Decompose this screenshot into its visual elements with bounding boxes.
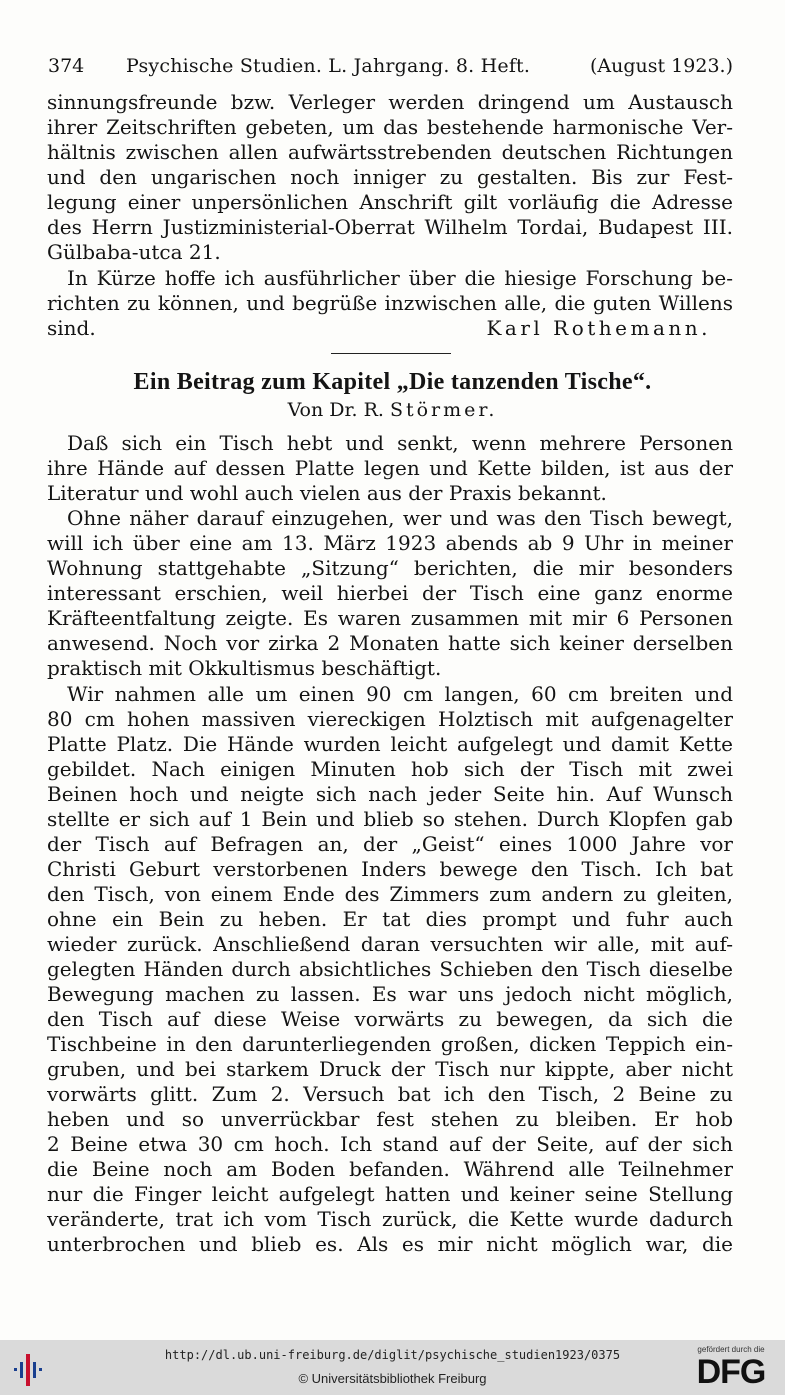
text-line: Bewegung machen zu lassen. Es war uns jedoch nicht möglich, [47,982,733,1006]
text-line: Beinen hoch und neigte sich nach jeder Seite hin. Auf Wunsch [47,782,733,806]
text-line: will ich über eine am 13. März 1923 abends ab 9 Uhr in meiner [47,531,733,555]
text-line: interessant erschien, weil hierbei der Tisch eine ganz enorme [47,581,733,605]
text-line: unterbrochen und blieb es. Als es mir nicht möglich war, die [47,1232,733,1256]
text-line: die Beine noch am Boden befanden. Während alle Teilnehmer [47,1157,733,1181]
running-title: Psychische Studien. L. Jahrgang. 8. Heft. [126,55,531,77]
text-line: sind. [47,316,96,340]
copyright-notice: © Universitätsbibliothek Freiburg [298,1371,487,1386]
closing-paragraph [47,266,733,341]
text-line: legung einer unpersönlichen Anschrift gilt vorläufig die Adresse [47,190,733,214]
text-line: Gülbaba-utca 21. [47,240,221,264]
section-divider [331,353,451,354]
text-line: gelegten Händen durch absichtliches Schieben den Tisch dieselbe [47,957,733,981]
text-line: stellte er sich auf 1 Bein und blieb so stehen. Durch Klopfen gab [47,807,733,831]
text-line: Wohnung stattgehabte „Sitzung“ berichten, die mir besonders [47,556,733,580]
text-line: Tischbeine in den darunterliegenden großen, dicken Teppich ein- [47,1032,733,1056]
text-line: den Tisch, von einem Ende des Zimmers zum andern zu gleiten, [47,882,733,906]
text-line: nur die Finger leicht aufgelegt hatten und keiner seine Stellung [47,1182,733,1206]
body-paragraph-2 [47,506,733,681]
text-line: hältnis zwischen allen aufwärtsstrebenden deutschen Richtungen [47,140,733,164]
text-line: heben und so unverrückbar fest stehen zu bleiben. Er hob [47,1107,733,1131]
text-line: Ohne näher darauf einzugehen, wer und was den Tisch bewegt, [67,506,733,530]
byline-author: Störmer. [389,399,498,421]
article-title: Ein Beitrag zum Kapitel „Die tanzenden Tische“. [133,369,652,395]
text-line: In Kürze hoffe ich ausführlicher über die hiesige Forschung be- [67,266,733,290]
text-line: Literatur und wohl auch vielen aus der Praxis bekannt. [47,481,607,505]
signature-line [47,316,733,341]
text-line: und den ungarischen noch inniger zu gestalten. Bis zur Fest- [47,165,733,189]
text-line: vorwärts glitt. Zum 2. Versuch bat ich den Tisch, 2 Beine zu [47,1082,733,1106]
text-line: ohne ein Bein zu heben. Er tat dies prompt und fuhr auch [47,907,733,931]
dfg-caption: gefördert durch die [697,1345,765,1354]
intro-paragraph [47,90,733,265]
text-line: gruben, und bei starkem Druck der Tisch nur kippte, aber nicht [47,1057,733,1081]
text-line: 2 Beine etwa 30 cm hoch. Ich stand auf der Seite, auf der sich [47,1132,733,1156]
body-paragraph-3 [47,682,733,1257]
text-line: 80 cm hohen massiven viereckigen Holztisch mit aufgenagelter [47,707,733,731]
text-line: ihrer Zeitschriften gebeten, um das bestehende harmonische Ver- [47,115,733,139]
text-line: Kräfteentfaltung zeigte. Es waren zusammen mit mir 6 Personen [47,606,733,630]
text-line: veränderte, trat ich vom Tisch zurück, die Kette wurde dadurch [47,1207,733,1231]
text-line: sinnungsfreunde bzw. Verleger werden dringend um Austausch [47,90,733,114]
text-line: ihre Hände auf dessen Platte legen und Kette bilden, ist aus der [47,456,733,480]
text-line: wieder zurück. Anschließend daran versuchten wir alle, mit auf- [47,932,733,956]
text-line: der Tisch auf Befragen an, der „Geist“ eines 1000 Jahre vor [47,832,733,856]
dfg-logo: DFG [696,1353,766,1391]
text-line: Daß sich ein Tisch hebt und senkt, wenn mehrere Personen [67,431,733,455]
issue-date: (August 1923.) [589,55,733,77]
text-line: gebildet. Nach einigen Minuten hob sich der Tisch mit zwei [47,757,733,781]
digitization-footer [0,1340,785,1395]
text-line: des Herrn Justizministerial-Oberrat Wilhelm Tordai, Budapest III. [47,215,733,239]
permalink-url[interactable]: http://dl.ub.uni-freiburg.de/diglit/psychische_studien1923/0375 [164,1348,621,1362]
text-line: praktisch mit Okkultismus beschäftigt. [47,656,442,680]
running-header [48,52,733,82]
author-signature: Karl Rothemann. [486,316,711,340]
text-line: Christi Geburt verstorbenen Inders bewege den Tisch. Ich bat [47,857,733,881]
text-line: richten zu können, und begrüße inzwischen alle, die guten Willens [47,291,733,315]
body-paragraph-1 [47,431,733,506]
page-number: 374 [48,55,85,77]
article-byline [0,398,785,422]
text-line: den Tisch auf diese Weise vorwärts zu bewegen, da sich die [47,1007,733,1031]
text-line: anwesend. Noch vor zirka 2 Monaten hatte sich keiner derselben [47,631,733,655]
text-line: Wir nahmen alle um einen 90 cm langen, 60 cm breiten und [67,682,733,706]
byline-prefix: Von Dr. R. [287,399,384,421]
text-line: Platte Platz. Die Hände wurden leicht aufgelegt und damit Kette [47,732,733,756]
